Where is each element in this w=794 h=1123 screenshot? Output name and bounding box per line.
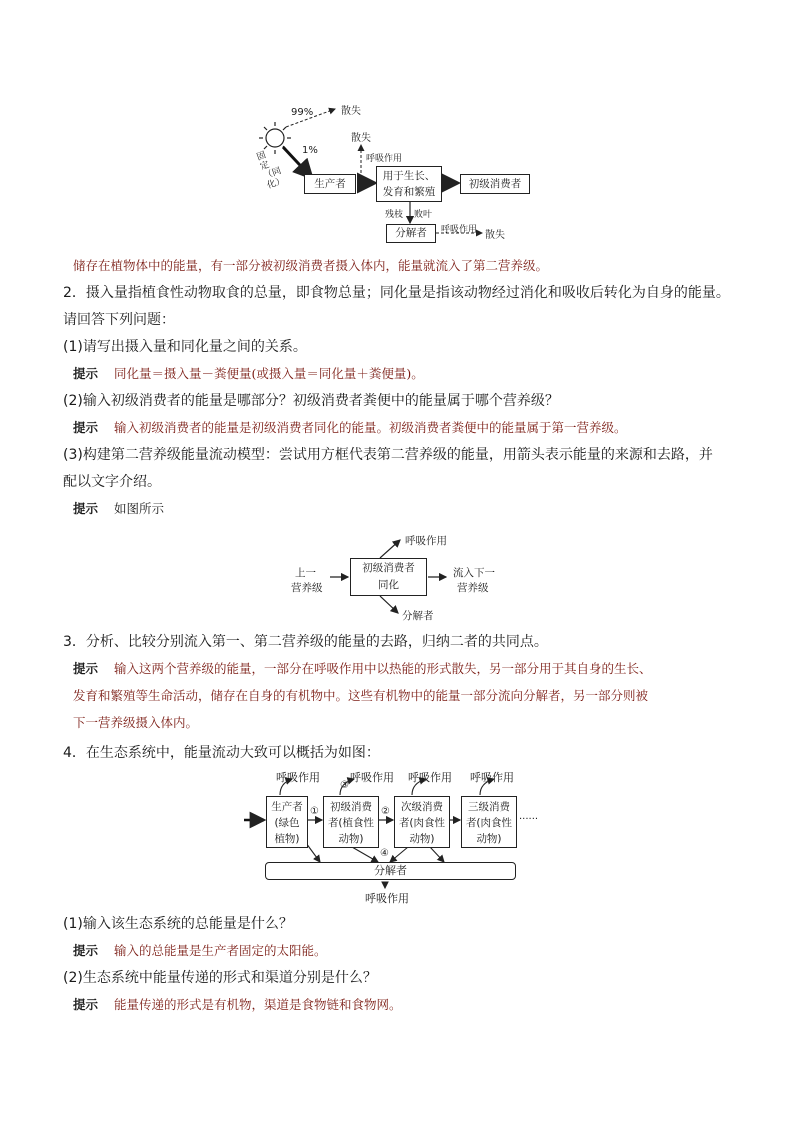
lost-label-2: 散失 [351,133,371,144]
tertiary-line-3: 动物) [476,833,502,845]
answer-2-1-text: 同化量＝摄入量－粪便量(或摄入量＝同化量＋粪便量)。 [114,366,424,381]
answer-2-1 [73,364,424,384]
hint-tag: 提示 [73,943,99,958]
answer-3-text-1: 输入这两个营养级的能量，一部分在呼吸作用中以热能的形式散失，另一部分用于其自身的生长、 [114,661,652,676]
primary-line-3: 动物) [338,833,364,845]
respiration-label-1: 呼吸作用 [276,771,320,784]
prev-level-label-2: 营养级 [291,582,323,594]
box-line-1: 初级消费者 [362,562,415,574]
question-4-1: (1)输入该生态系统的总能量是什么？ [63,916,293,932]
lost-label-3: 散失 [485,230,505,241]
question-3: 3．分析、比较分别流入第一、第二营养级的能量的去路，归纳二者的共同点。 [63,634,548,650]
question-2-line-2: 请回答下列问题： [63,312,175,328]
prev-level-label-1: 上一 [295,567,316,579]
question-2-1: (1)请写出摄入量和同化量之间的关系。 [63,339,307,355]
decomposer-label: 分解者 [402,610,434,622]
answer-3-line-1 [73,659,652,679]
producer-box [266,796,308,848]
continuation-dots: ······ [519,814,539,825]
question-2-3-line-2: 配以文字介绍。 [63,474,161,490]
tertiary-line-2: 者(肉食性 [465,817,513,829]
secondary-line-2: 者(肉食性 [398,817,446,829]
answer-4-1 [73,941,327,961]
next-level-label-2: 营养级 [457,582,489,594]
decomposer-box: 分解者 [386,224,436,243]
answer-2-2-text: 输入初级消费者的能量是初级消费者同化的能量。初级消费者粪便中的能量属于第一营养级。 [114,420,627,435]
producer-line-1: 生产者 [271,801,303,813]
answer-2-3 [73,499,164,519]
secondary-line-1: 次级消费 [401,801,443,813]
answer-3-line-2: 发育和繁殖等生命活动，储存在自身的有机物中。这些有机物中的能量一部分流向分解者，另一部分则被 [73,688,649,703]
producer-line-2: (绿色 [274,817,300,829]
answer-4-2 [73,995,402,1015]
lost-label: 散失 [341,106,361,117]
hint-tag: 提示 [73,420,99,435]
producer-line-3: 植物) [274,833,300,845]
fixed-label: 固定（同化） [255,150,287,192]
question-4: 4．在生态系统中，能量流动大致可以概括为如图： [63,745,380,761]
question-4-2: (2)生态系统中能量传递的形式和渠道分别是什么？ [63,970,377,986]
residue-label-2: 败叶 [414,210,433,220]
primary-consumer-box: 初级消费者 [460,174,530,194]
primary-line-1: 初级消费 [330,801,372,813]
primary-consumer-box [323,796,379,848]
question-2-3-line-1: (3)构建第二营养级能量流动模型：尝试用方框代表第二营养级的能量，用箭头表示能量的来源和去路，并 [63,447,713,463]
growth-box [376,166,442,202]
secondary-line-3: 动物) [409,833,435,845]
decomposer-box: 分解者 [265,862,516,880]
answer-4-2-text: 能量传递的形式是有机物，渠道是食物链和食物网。 [114,997,402,1012]
hint-tag: 提示 [73,501,99,516]
primary-consumer-assimilation-box [350,558,427,596]
respiration-label: 呼吸作用 [366,154,403,164]
question-2-line-1: 2．摄入量指植食性动物取食的总量，即食物总量；同化量是指该动物经过消化和吸收后转化为自身的能量。 [63,285,730,301]
answer-4-1-text: 输入的总能量是生产者固定的太阳能。 [114,943,327,958]
answer-3-line-3: 下一营养级摄入体内。 [73,715,199,730]
tertiary-consumer-box [461,796,517,848]
respiration-label-2: 呼吸作用 [350,771,394,784]
hint-tag: 提示 [73,661,99,676]
respiration-bottom-label: 呼吸作用 [365,892,409,905]
hint-tag: 提示 [73,997,99,1012]
primary-line-2: 者(植食性 [327,817,375,829]
respiration-label-4: 呼吸作用 [470,771,514,784]
hint-tag: 提示 [73,366,99,381]
respiration-label-3: 呼吸作用 [408,771,452,784]
question-2-2: (2)输入初级消费者的能量是哪部分？初级消费者粪便中的能量属于哪个营养级？ [63,393,559,409]
answer-2-2 [73,418,627,438]
growth-line-1: 用于生长、 [382,170,436,182]
number-1-label: ① [310,806,319,817]
next-level-label-1: 流入下一 [453,567,495,579]
number-4-label: ④ [380,848,389,859]
tertiary-line-1: 三级消费 [468,801,510,813]
store-energy-text: 储存在植物体中的能量，有一部分被初级消费者摄入体内，能量就流入了第二营养级。 [73,258,549,273]
number-3-label: ③ [340,780,349,791]
respiration-label-2: 呼吸作用 [441,225,478,235]
respiration-label: 呼吸作用 [405,535,447,547]
residue-label-1: 残枝 [385,210,404,220]
secondary-consumer-box [394,796,450,848]
pct-fixed-label: 1% [302,145,318,156]
producer-box: 生产者 [304,174,356,194]
answer-2-3-text: 如图所示 [114,501,165,516]
growth-line-2: 发育和繁殖 [382,186,436,198]
number-2-label: ② [381,806,390,817]
box-line-2: 同化 [378,579,399,591]
pct-lost-label: 99% [291,107,314,118]
